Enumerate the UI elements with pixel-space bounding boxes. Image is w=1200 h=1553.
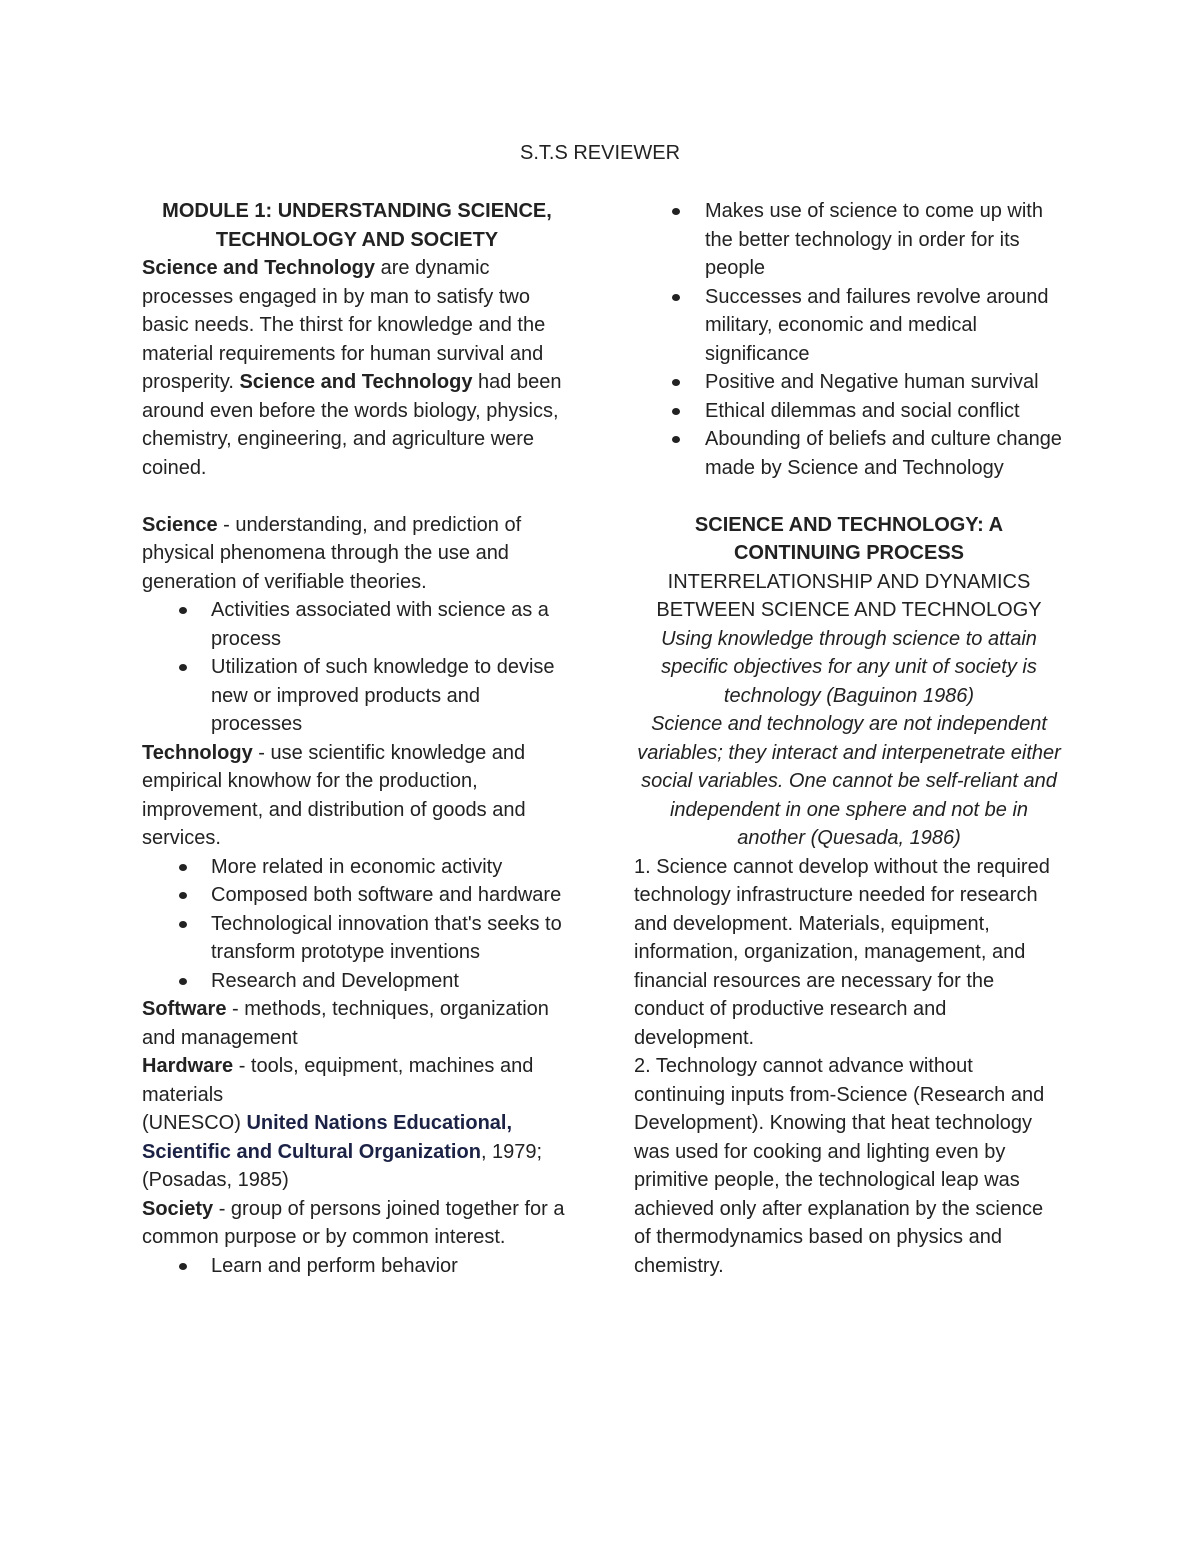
section-heading: SCIENCE AND TECHNOLOGY: A CONTINUING PROCESS bbox=[694, 513, 1004, 564]
list-item: Makes use of science to come up with the better technology in order for its people bbox=[634, 197, 1064, 283]
technology-term: Technology bbox=[142, 741, 253, 764]
society-bullet-list bbox=[142, 1252, 572, 1281]
list-item: Successes and failures revolve around military, economic and medical significance bbox=[634, 283, 1064, 369]
section-subheading: INTERRELATIONSHIP AND DYNAMICS BETWEEN SCIENCE AND TECHNOLOGY bbox=[656, 570, 1042, 621]
technology-bullet-list bbox=[142, 853, 572, 996]
society-definition-text: - group of persons joined together for a common purpose or by common interest. bbox=[142, 1197, 565, 1248]
list-item: Abounding of beliefs and culture change made by Science and Technology bbox=[634, 425, 1064, 482]
module-heading bbox=[142, 197, 572, 254]
hardware-term: Hardware bbox=[142, 1055, 234, 1077]
software-definition-text: - methods, techniques, organization and management bbox=[142, 998, 549, 1049]
society-definition bbox=[142, 1195, 572, 1252]
science-bullet-list bbox=[142, 596, 572, 739]
unesco-name: United Nations Educational, Scientific and Cultural Organization bbox=[142, 1112, 513, 1163]
list-item: Utilization of such knowledge to devise new or improved products and processes bbox=[142, 653, 572, 739]
intro-term-2: Science and Technology bbox=[239, 371, 473, 393]
list-item: More related in economic activity bbox=[142, 853, 572, 882]
society-term: Society bbox=[142, 1197, 214, 1220]
software-term: Software bbox=[142, 998, 227, 1020]
intro-term-1: Science and Technology bbox=[142, 257, 376, 279]
technology-definition bbox=[142, 739, 572, 853]
list-item: Activities associated with science as a process bbox=[142, 596, 572, 653]
hardware-definition-text: - tools, equipment, machines and materials bbox=[142, 1055, 534, 1106]
baguinon-quote: Using knowledge through science to attain specific objectives for any unit of society is technology (Baguinon 1986) bbox=[661, 627, 1037, 707]
page-title: S.T.S REVIEWER bbox=[519, 142, 681, 164]
list-item: Research and Development bbox=[142, 967, 572, 996]
module-heading-line-2: TECHNOLOGY AND SOCIETY bbox=[215, 228, 499, 251]
list-item: Composed both software and hardware bbox=[142, 881, 572, 910]
right-column bbox=[634, 197, 1064, 1280]
list-item: Ethical dilemmas and social conflict bbox=[634, 397, 1064, 426]
hardware-definition bbox=[142, 1052, 572, 1109]
unesco-citation bbox=[142, 1109, 572, 1195]
science-definition bbox=[142, 511, 572, 597]
technology-definition-text: - use scientific knowledge and empirical knowhow for the production, improvement, and distribution of goods and services. bbox=[142, 741, 526, 849]
science-definition-text: - understanding, and prediction of physical phenomena through the use and generation of verifiable theories. bbox=[142, 513, 522, 593]
list-item: Positive and Negative human survival bbox=[634, 368, 1064, 397]
module-heading-line-1: MODULE 1: UNDERSTANDING SCIENCE, bbox=[162, 200, 552, 222]
society-traits-list bbox=[634, 197, 1064, 482]
intro-paragraph bbox=[142, 254, 572, 482]
unesco-prefix: (UNESCO) bbox=[142, 1112, 247, 1134]
intro-text-1: are dynamic processes engaged in by man to satisfy two basic needs. The thirst for knowledge and the material requirements for human survival and prosperity. bbox=[142, 257, 546, 393]
spacer bbox=[142, 482, 572, 511]
unesco-suffix: , 1979; (Posadas, 1985) bbox=[142, 1140, 543, 1191]
intro-text-2: had been around even before the words biology, physics, chemistry, engineering, and agriculture were coined. bbox=[142, 371, 562, 479]
list-item: Technological innovation that's seeks to transform prototype inventions bbox=[142, 910, 572, 967]
science-term: Science bbox=[142, 513, 218, 536]
software-definition bbox=[142, 995, 572, 1052]
numbered-point-1: 1. Science cannot develop without the required technology infrastructure needed for research and development. Materials, equipment, information, organization, management, and financial resources are necessary for the conduct of productive research and development. bbox=[634, 855, 1050, 1049]
spacer bbox=[634, 482, 1064, 511]
numbered-point-2: 2. Technology cannot advance without continuing inputs from-Science (Research and Development). Knowing that heat technology was used for cooking and lighting even by primitive people, the technological leap was achieved only after explanation by the science of thermodynamics based on physics and chemistry. bbox=[634, 1055, 1045, 1277]
quesada-quote: Science and technology are not independent variables; they interact and interpenetrate either social variables. One cannot be self-reliant and independent in one sphere and not be in another (Quesada, 1986) bbox=[637, 713, 1061, 849]
left-column bbox=[142, 197, 572, 1280]
list-item: Learn and perform behavior bbox=[142, 1252, 572, 1281]
